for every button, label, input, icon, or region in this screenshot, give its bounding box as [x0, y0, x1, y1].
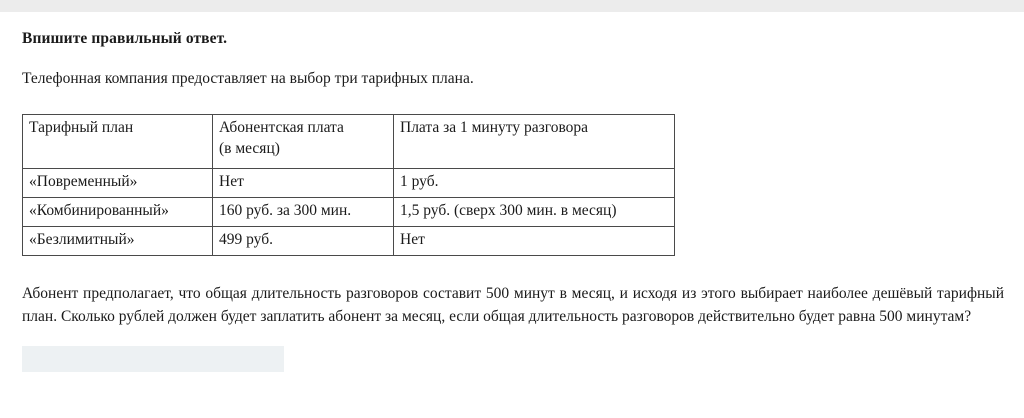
cell-monthly-fee: Нет [213, 169, 394, 198]
tariff-table [22, 114, 675, 256]
cell-minute-fee: 1,5 руб. (сверх 300 мин. в месяц) [394, 197, 675, 226]
cell-monthly-fee: 160 руб. за 300 мин. [213, 197, 394, 226]
table-header-minute: Плата за 1 минуту разговора [394, 115, 675, 169]
cell-minute-fee: Нет [394, 226, 675, 255]
table-header-fee-line2: (в месяц) [219, 139, 280, 157]
table-header-fee-line1: Абонентская плата [219, 119, 344, 136]
cell-plan-name: «Комбинированный» [23, 197, 213, 226]
document-body [0, 30, 1024, 372]
cell-plan-name: «Повременный» [23, 169, 213, 198]
top-decorative-strip [0, 0, 1024, 12]
cell-minute-fee: 1 руб. [394, 169, 675, 198]
table-row [23, 197, 675, 226]
answer-input[interactable] [22, 346, 284, 372]
table-row [23, 169, 675, 198]
cell-monthly-fee: 499 руб. [213, 226, 394, 255]
question-paragraph: Абонент предполагает, что общая длительность разговоров составит 500 минут в месяц, и исходя из этого выбирает наиболее дешёвый тарифный план. Сколько рублей должен будет заплатить абонент за месяц, если общая длительность разговоров действительно будет равна 500 минутам? [22, 284, 1004, 326]
table-header-row [23, 115, 675, 169]
cell-plan-name: «Безлимитный» [23, 226, 213, 255]
table-row [23, 226, 675, 255]
table-header-fee [213, 115, 394, 169]
table-header-plan: Тарифный план [23, 115, 213, 169]
page-title: Впишите правильный ответ. [22, 30, 228, 47]
intro-paragraph: Телефонная компания предоставляет на выбор три тарифных плана. [22, 70, 474, 87]
